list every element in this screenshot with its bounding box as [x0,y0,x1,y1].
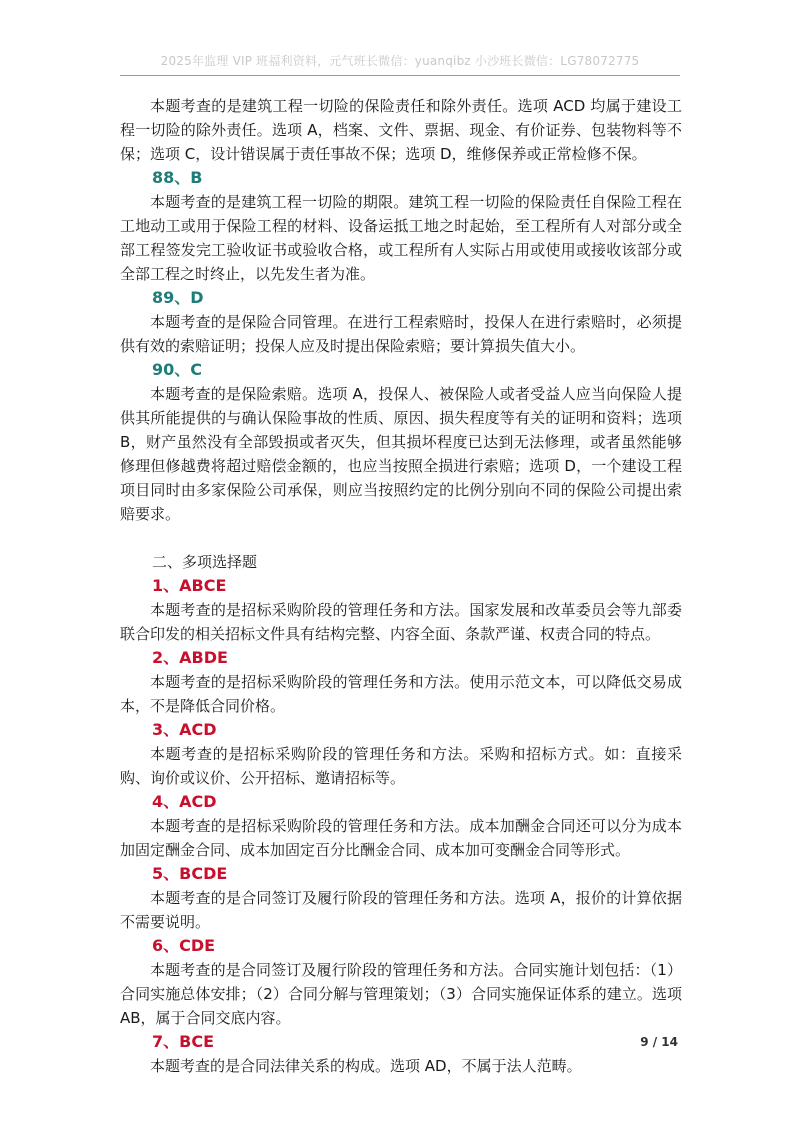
answer-89: 89、D [152,288,204,307]
explanation-88: 本题考查的是建筑工程一切险的期限。建筑工程一切险的保险责任自保险工程在工地动工或用于保险工程的材料、设备运抵工地之时起始，至工程所有人对部分或全部工程签发完工验收证书或验收合格，或工程所有人实际占用或使用或接收该部分或全部工程之时终止，以先发生者为准。 [120,193,682,283]
answer-m6: 6、CDE [152,936,216,955]
section-heading-multiple-choice: 二、多项选择题 [152,553,258,571]
explanation-90: 本题考查的是保险索赔。选项 A，投保人、被保险人或者受益人应当向保险人提供其所能提供的与确认保险事故的性质、原因、损失程度等有关的证明和资料；选项 B，财产虽然没有全部毁损或者灭失，但其损坏程度已达到无法修理，或者虽然能够修理但修越费将超过赔偿金额的，也应当按照全损进行索赔；选项 D，一个建设工程项目同时由多家保险公司承保，则应当按照约定的比例分别向不同的保险公司提出索赔要求。 [120,385,682,523]
explanation-m6: 本题考查的是合同签订及履行阶段的管理任务和方法。合同实施计划包括：（1）合同实施总体安排；（2）合同分解与管理策划；（3）合同实施保证体系的建立。选项 AB，属于合同交底内容。 [120,961,682,1027]
explanation-89: 本题考查的是保险合同管理。在进行工程索赔时，投保人在进行索赔时，必须提供有效的索赔证明；投保人应及时提出保险索赔；要计算损失值大小。 [120,313,682,355]
explanation-m4: 本题考查的是招标采购阶段的管理任务和方法。成本加酬金合同还可以分为成本加固定酬金合同、成本加固定百分比酬金合同、成本加可变酬金合同等形式。 [120,817,682,859]
explanation-m7: 本题考查的是合同法律关系的构成。选项 AD，不属于法人范畴。 [150,1057,582,1075]
explanation-m2: 本题考查的是招标采购阶段的管理任务和方法。使用示范文本，可以降低交易成本，不是降低合同价格。 [120,673,682,715]
answer-m2: 2、ABDE [152,648,228,667]
page-content [120,94,682,1078]
explanation-87: 本题考查的是建筑工程一切险的保险责任和除外责任。选项 ACD 均属于建设工程一切险的除外责任。选项 A，档案、文件、票据、现金、有价证券、包装物料等不保；选项 C，设计错误属于责任事故不保；选项 D，维修保养或正常检修不保。 [120,97,682,163]
answer-m7: 7、BCE [152,1032,215,1051]
answer-m4: 4、ACD [152,792,217,811]
explanation-m1: 本题考查的是招标采购阶段的管理任务和方法。国家发展和改革委员会等九部委联合印发的相关招标文件具有结构完整、内容全面、条款严谨、权责合同的特点。 [120,601,682,643]
answer-m3: 3、ACD [152,720,217,739]
page-number: 9 / 14 [640,1035,678,1049]
answer-m5: 5、BCDE [152,864,228,883]
section-gap [120,526,682,550]
answer-88: 88、B [152,168,203,187]
explanation-m3: 本题考查的是招标采购阶段的管理任务和方法。采购和招标方式。如：直接采购、询价或议价、公开招标、邀请招标等。 [120,745,682,787]
answer-m1: 1、ABCE [152,576,227,595]
header-rule [120,75,680,76]
explanation-m5: 本题考查的是合同签订及履行阶段的管理任务和方法。选项 A，报价的计算依据不需要说明。 [120,889,682,931]
page-header: 2025年监理 VIP 班福利资料，元气班长微信：yuanqibz 小沙班长微信：LG78072775 [160,54,640,68]
answer-90: 90、C [152,360,203,379]
